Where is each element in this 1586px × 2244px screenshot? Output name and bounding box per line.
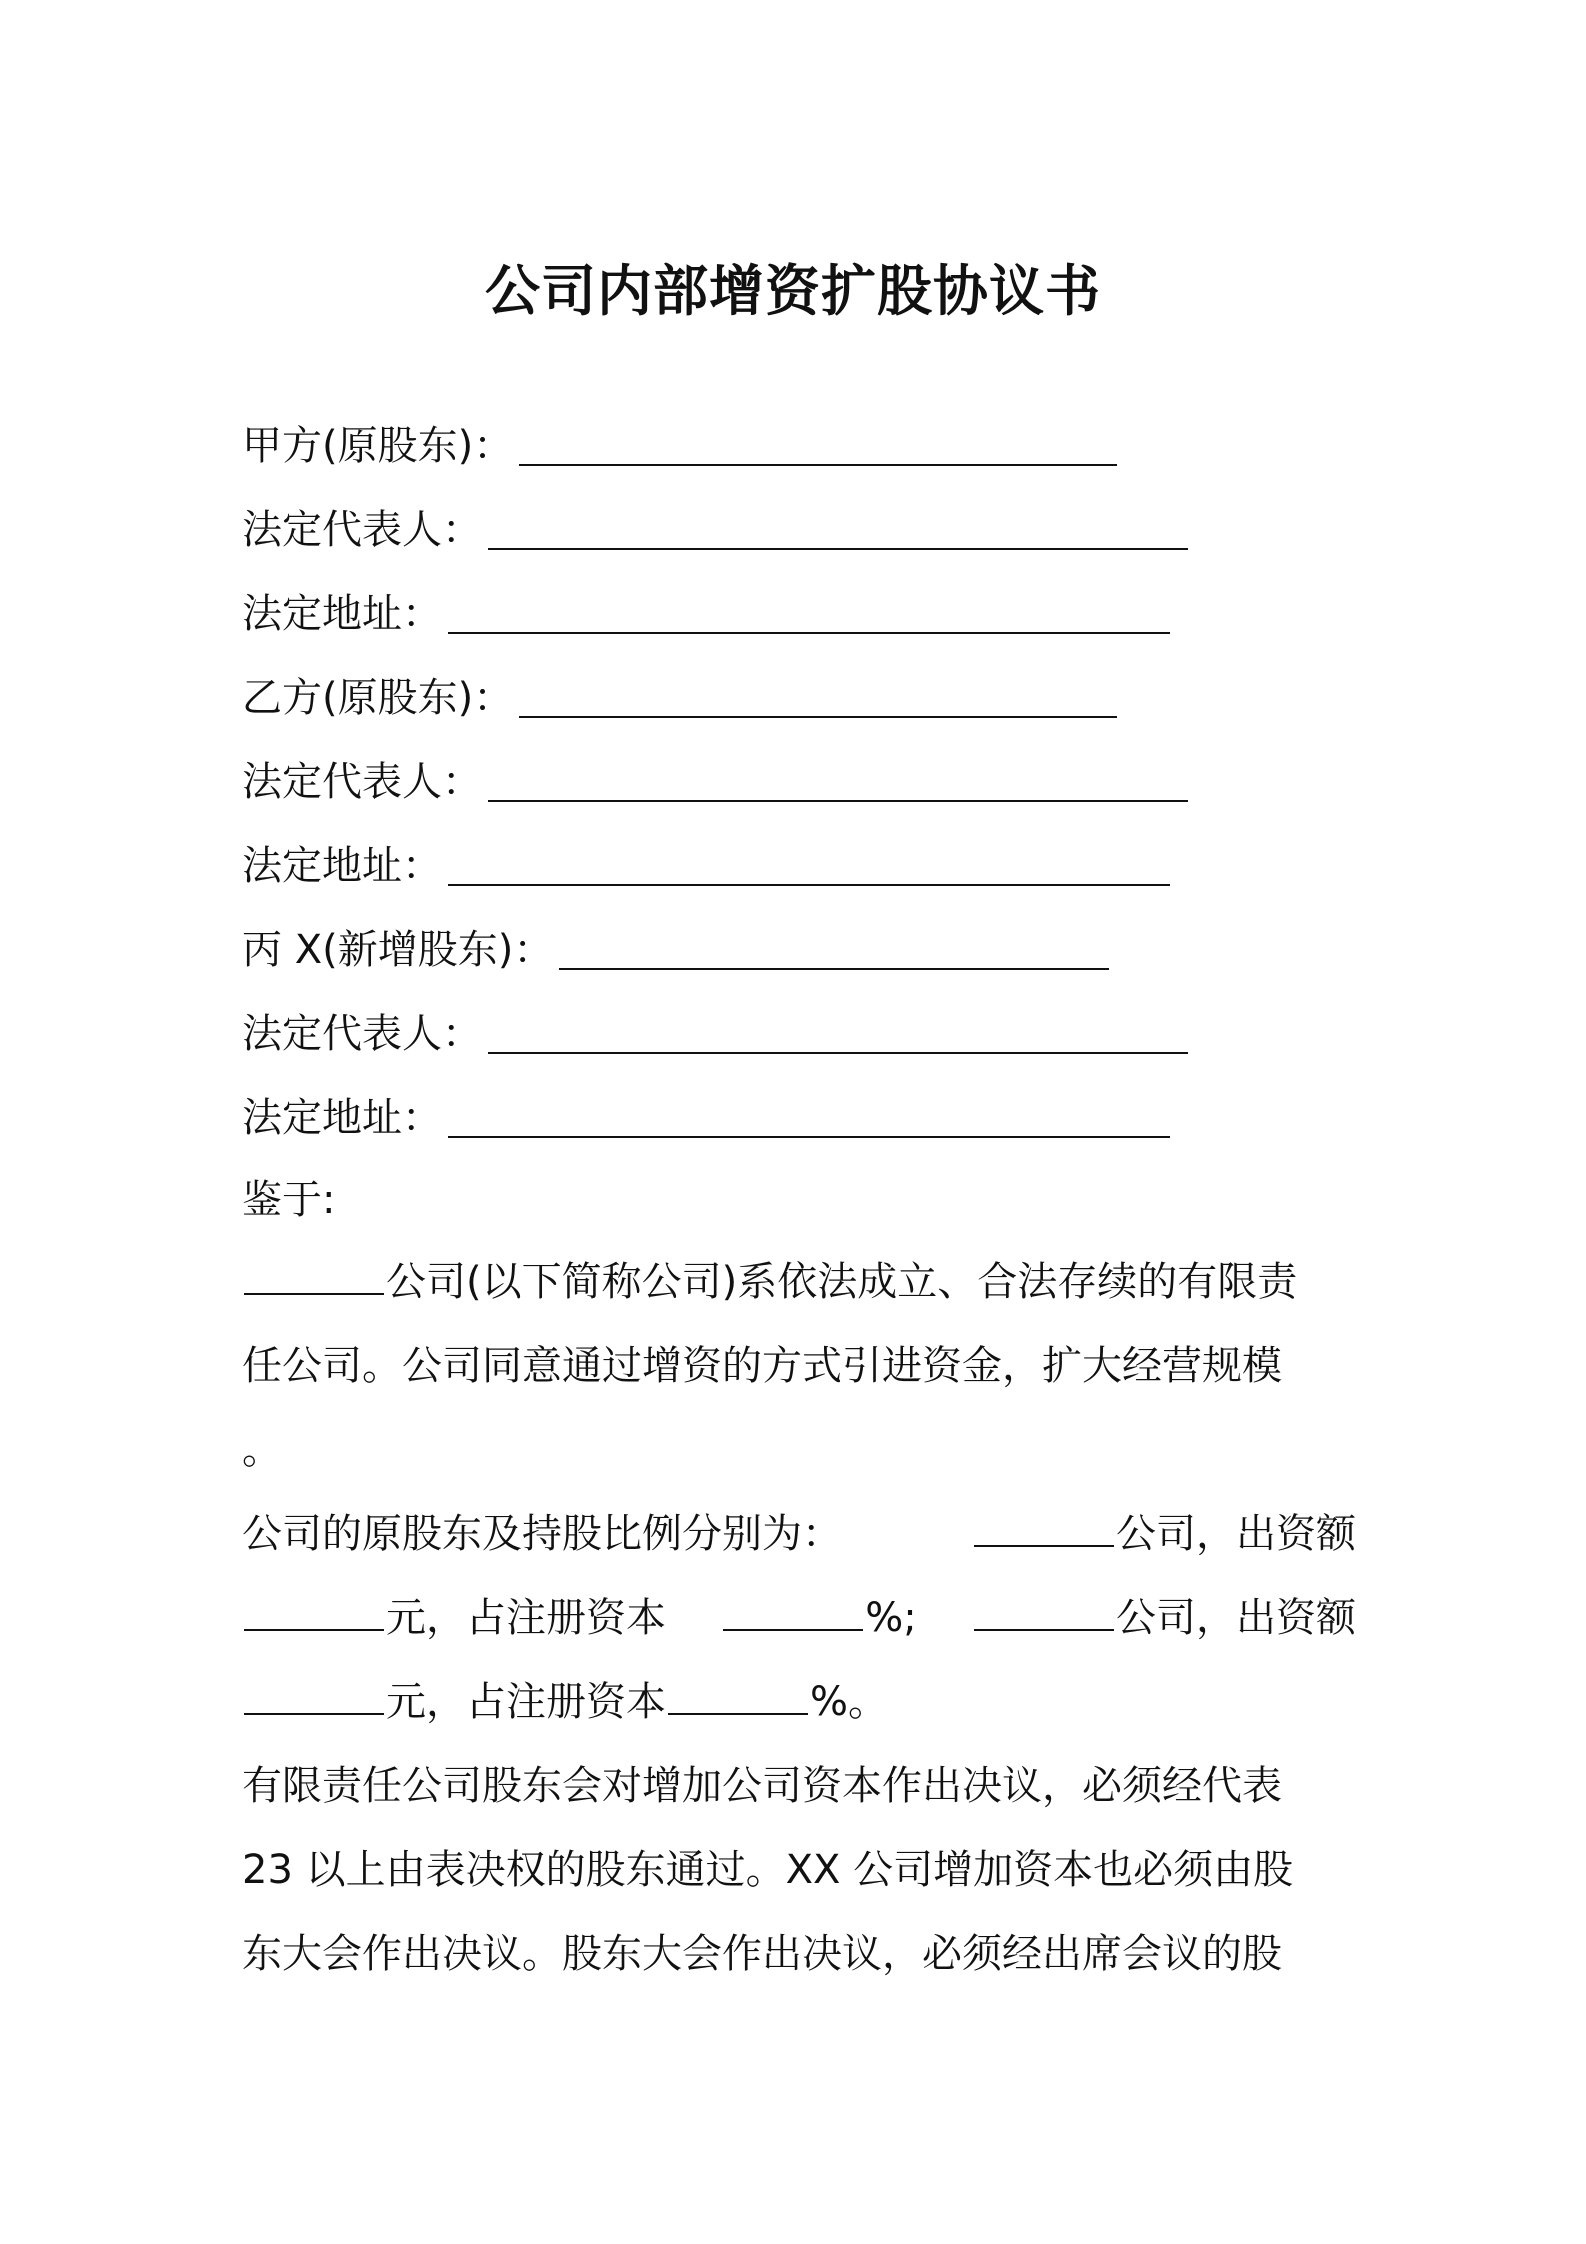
- whereas-label: 鉴于:: [242, 1177, 336, 1223]
- shareholder-2-amount-blank[interactable]: [244, 1673, 384, 1715]
- party-a-field: [242, 418, 1117, 474]
- shareholders-intro-text: 公司的原股东及持股比例分别为：: [242, 1511, 842, 1557]
- party-c-representative-label: 法定代表人：: [242, 1011, 482, 1057]
- party-c-address-field: [242, 1090, 1170, 1146]
- shareholder-1-capital-text: 元，占注册资本: [386, 1595, 666, 1641]
- party-b-blank[interactable]: [519, 680, 1117, 718]
- shareholder-1-percent-blank[interactable]: [723, 1589, 863, 1631]
- party-b-representative-blank[interactable]: [488, 764, 1188, 802]
- clause-shareholders-line-1: [242, 1492, 1356, 1576]
- shareholder-2-capital-text: 元，占注册资本: [386, 1679, 666, 1725]
- party-a-representative-field: [242, 502, 1188, 558]
- clause-shareholders-line-2: [242, 1576, 1356, 1660]
- party-c-field: [242, 922, 1109, 978]
- party-a-representative-blank[interactable]: [488, 512, 1188, 550]
- party-a-address-field: [242, 586, 1170, 642]
- party-b-field: [242, 670, 1117, 726]
- clause-company-status-line-3: 。: [242, 1427, 282, 1473]
- clause-resolution-line-2: 23 以上由表决权的股东通过。XX 公司增加资本也必须由股: [242, 1847, 1294, 1893]
- party-c-representative-blank[interactable]: [488, 1016, 1188, 1054]
- shareholder-1-percent-sign: %;: [865, 1595, 917, 1641]
- clause-shareholders: [242, 1492, 1356, 1744]
- shareholder-1-contribution-text: 公司，出资额: [1116, 1511, 1356, 1557]
- party-b-label: 乙方(原股东)：: [242, 675, 514, 721]
- party-c-representative-field: [242, 1006, 1188, 1062]
- party-b-address-field: [242, 838, 1170, 894]
- shareholder-2-percent-blank[interactable]: [668, 1673, 808, 1715]
- party-b-representative-label: 法定代表人：: [242, 759, 482, 805]
- party-c-address-label: 法定地址：: [242, 1095, 442, 1141]
- clause-resolution-line-1: 有限责任公司股东会对增加公司资本作出决议，必须经代表: [242, 1763, 1282, 1809]
- clause-shareholders-line-3: [242, 1660, 1356, 1744]
- party-c-address-blank[interactable]: [448, 1100, 1170, 1138]
- shareholder-1-name-blank[interactable]: [974, 1505, 1114, 1547]
- party-b-address-blank[interactable]: [448, 848, 1170, 886]
- party-a-blank[interactable]: [519, 428, 1117, 466]
- party-a-address-label: 法定地址：: [242, 591, 442, 637]
- document-title: 公司内部增资扩股协议书: [484, 259, 1101, 323]
- clause-resolution: [242, 1744, 1356, 1996]
- party-a-label: 甲方(原股东)：: [242, 423, 514, 469]
- clause-company-status-line-1: [242, 1240, 1356, 1324]
- company-name-blank[interactable]: [244, 1253, 384, 1295]
- party-c-label: 丙 X(新增股东)：: [242, 927, 554, 973]
- whereas-heading: [242, 1172, 335, 1228]
- shareholder-2-name-blank[interactable]: [974, 1589, 1114, 1631]
- party-a-address-blank[interactable]: [448, 596, 1170, 634]
- clause-resolution-line-3: 东大会作出决议。股东大会作出决议，必须经出席会议的股: [242, 1931, 1282, 1977]
- party-c-blank[interactable]: [559, 932, 1109, 970]
- clause-company-status-text-1: 公司(以下简称公司)系依法成立、合法存续的有限责: [386, 1259, 1298, 1305]
- party-b-representative-field: [242, 754, 1188, 810]
- clause-company-status: [242, 1240, 1356, 1492]
- party-b-address-label: 法定地址：: [242, 843, 442, 889]
- shareholder-1-amount-blank[interactable]: [244, 1589, 384, 1631]
- shareholder-2-contribution-text: 公司，出资额: [1115, 1595, 1356, 1641]
- shareholder-2-percent-sign: %。: [810, 1679, 889, 1725]
- party-a-representative-label: 法定代表人：: [242, 507, 482, 553]
- clause-company-status-line-2: 任公司。公司同意通过增资的方式引进资金，扩大经营规模: [242, 1343, 1282, 1389]
